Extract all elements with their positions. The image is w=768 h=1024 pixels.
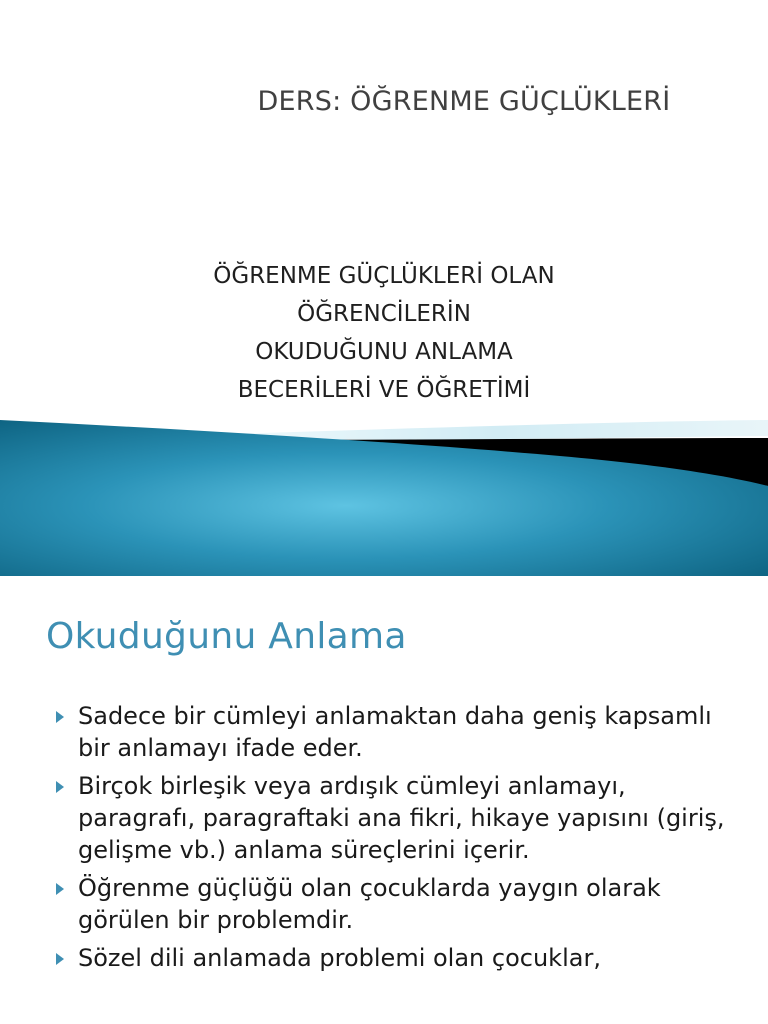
triangle-right-icon: [56, 883, 64, 895]
bullet-text: Öğrenme güçlüğü olan çocuklarda yaygın olarak görülen bir problemdir.: [78, 874, 661, 934]
bullet-text: Sözel dili anlamada problemi olan çocuklar,: [78, 944, 601, 972]
slide-heading: Okuduğunu Anlama: [46, 616, 407, 657]
list-item: [46, 942, 746, 974]
decorative-wave-band: [0, 400, 768, 576]
list-item: [46, 770, 746, 866]
course-title: DERS: ÖĞRENME GÜÇLÜKLERİ: [257, 86, 671, 117]
subtitle-line: BECERİLERİ VE ÖĞRETİMİ: [237, 377, 531, 403]
triangle-right-icon: [56, 781, 64, 793]
content-slide: [0, 576, 768, 1024]
list-item: [46, 872, 746, 936]
bullet-text: Sadece bir cümleyi anlamaktan daha geniş kapsamlı bir anlamayı ifade eder.: [78, 702, 712, 762]
triangle-right-icon: [56, 953, 64, 965]
list-item: [46, 700, 746, 764]
bullet-list: [46, 700, 746, 980]
subtitle-line: OKUDUĞUNU ANLAMA: [255, 339, 513, 365]
subtitle-line: ÖĞRENME GÜÇLÜKLERİ OLAN: [213, 263, 555, 289]
subtitle-line: ÖĞRENCİLERİN: [297, 301, 471, 327]
lecture-subtitle: [0, 257, 768, 409]
triangle-right-icon: [56, 711, 64, 723]
bullet-text: Birçok birleşik veya ardışık cümleyi anlamayı, paragrafı, paragraftaki ana fikri, hikaye yapısını (giriş, gelişme vb.) anlama süreçlerini içerir.: [78, 772, 725, 864]
